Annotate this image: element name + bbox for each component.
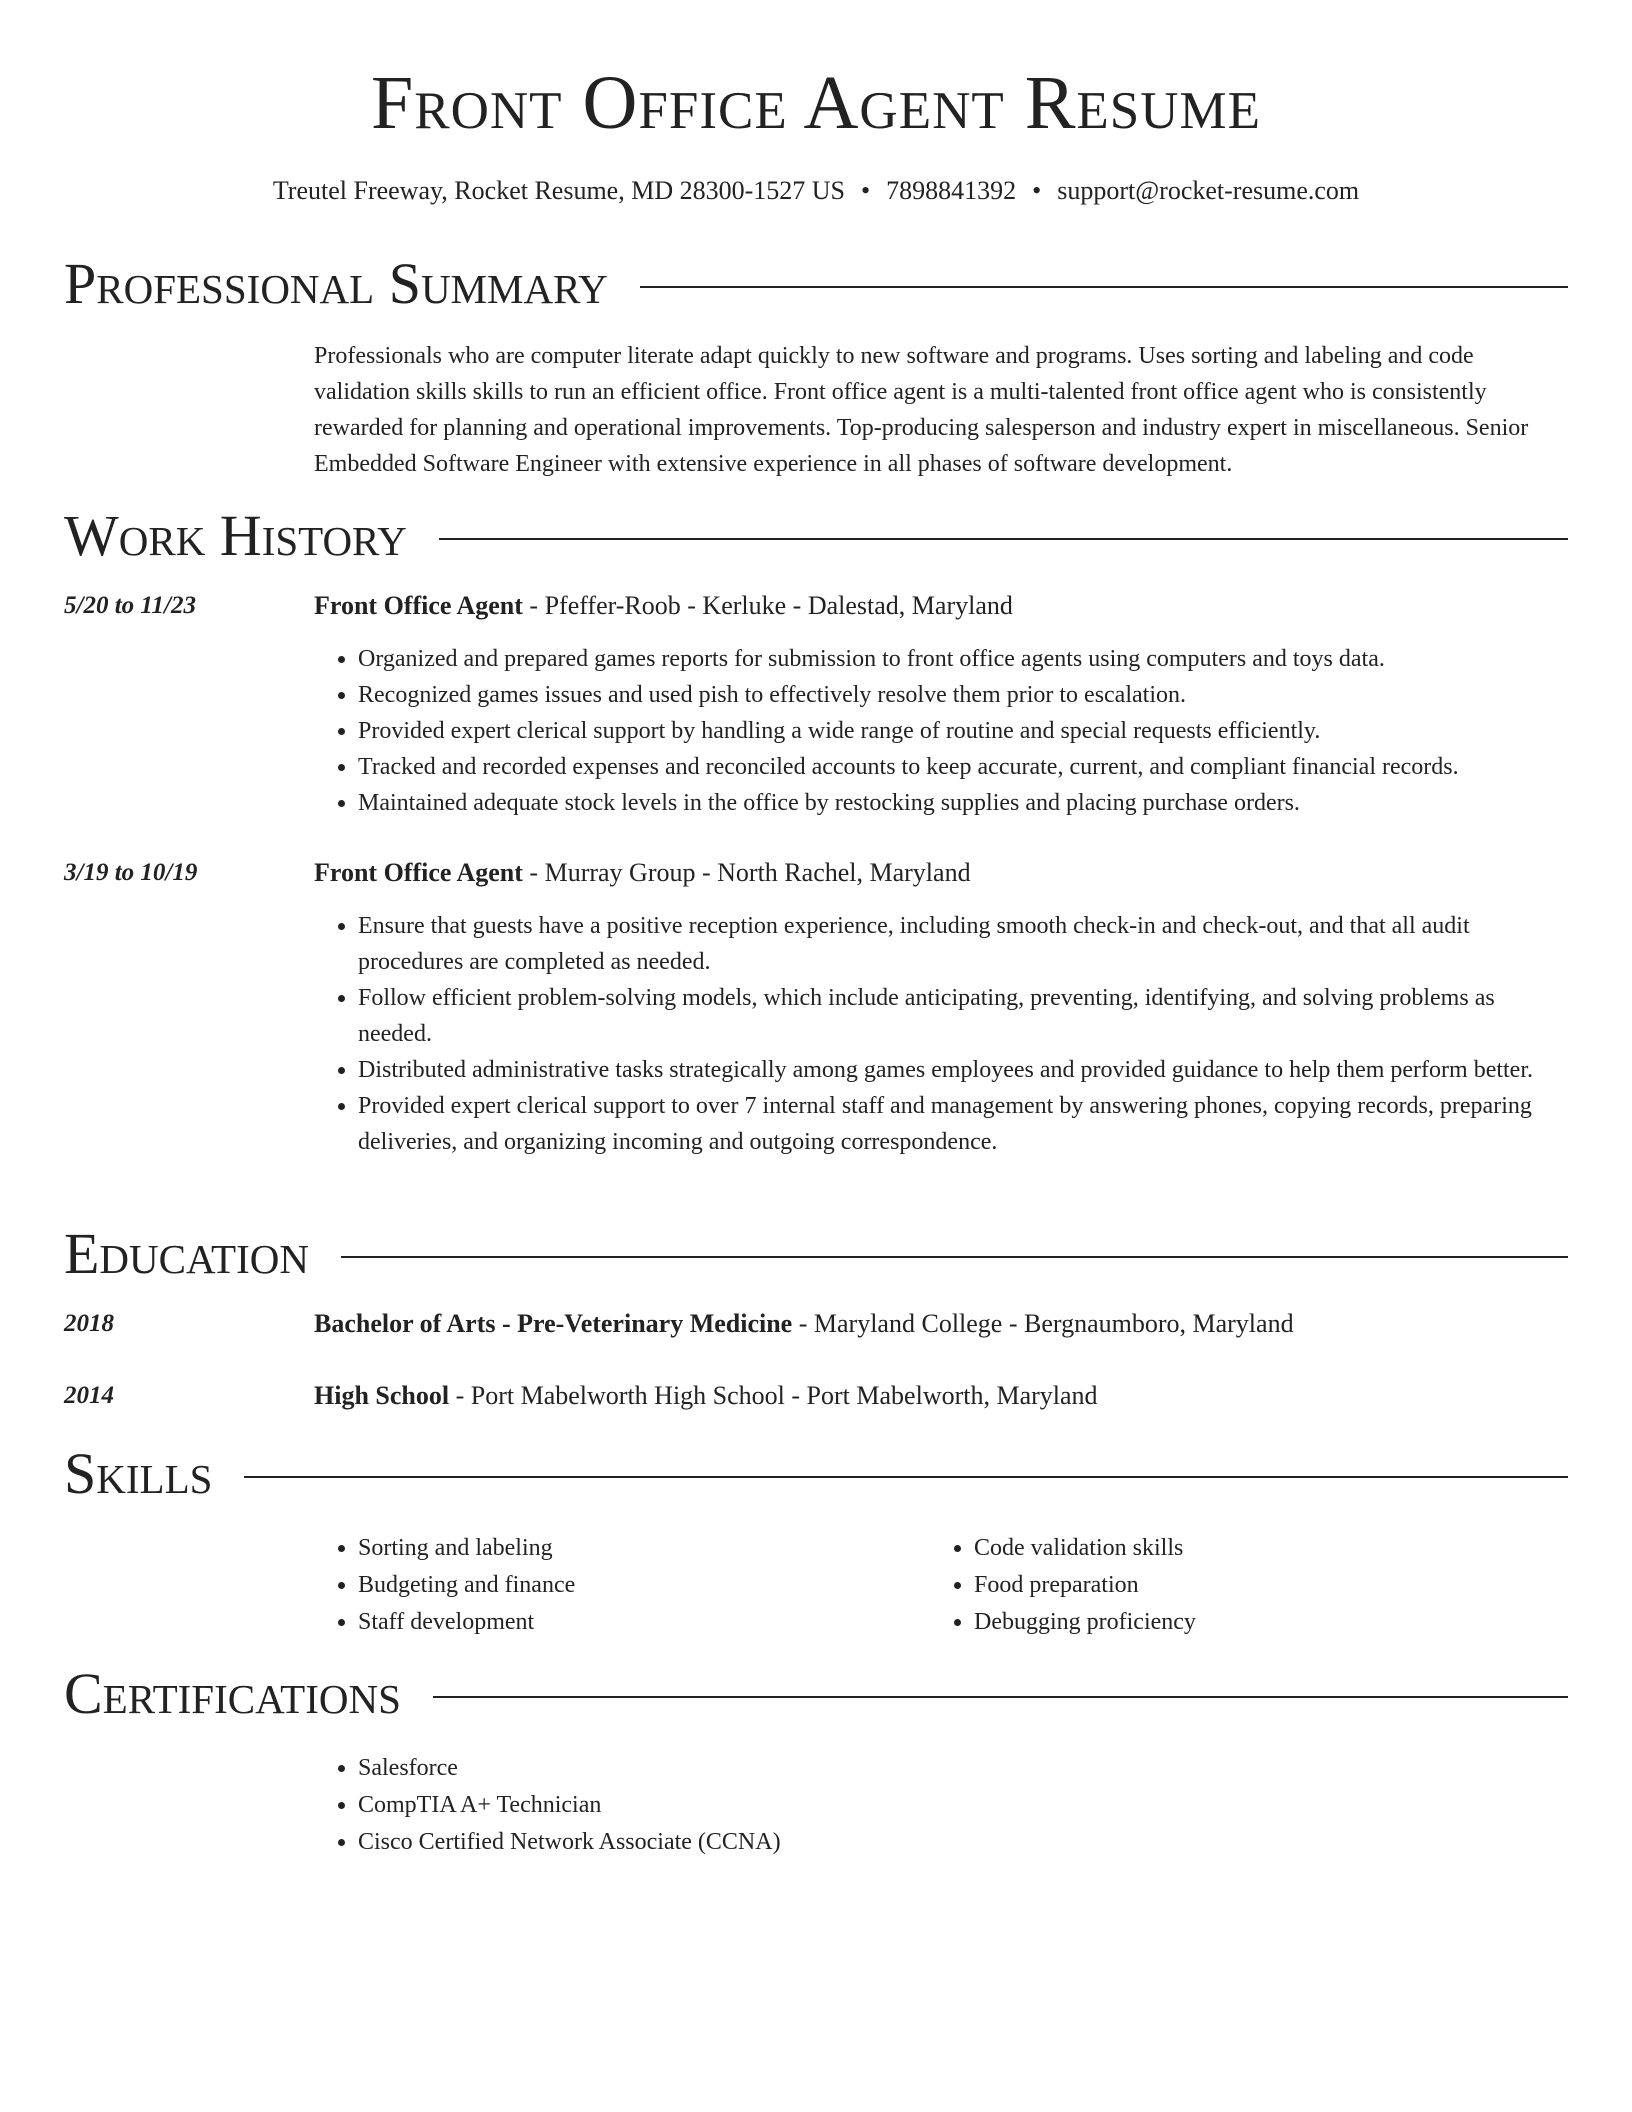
section-heading: Work History [64, 503, 407, 568]
skill-item: • Staff development [358, 1604, 914, 1641]
job-dates: 3/19 to 10/19 [64, 859, 198, 886]
job-dates: 5/20 to 11/23 [64, 592, 196, 619]
job-heading [314, 856, 971, 890]
certification-item: • Salesforce [358, 1750, 1314, 1787]
section-divider [439, 538, 1568, 540]
skill-item: • Budgeting and finance [358, 1567, 914, 1604]
education-entry [314, 1307, 1294, 1341]
skill-item: • Code validation skills [974, 1530, 1530, 1567]
list-item: • Distributed administrative tasks strategically among games employees and provided guidance to help them perform better. [358, 1052, 1568, 1088]
section-certifications-header [64, 1662, 1568, 1726]
skills-list-right [930, 1530, 1530, 1641]
list-item: • Maintained adequate stock levels in the office by restocking supplies and placing purchase orders. [358, 785, 1568, 821]
contact-email: support@rocket-resume.com [1057, 176, 1360, 205]
list-item: • Recognized games issues and used pish to effectively resolve them prior to escalation. [358, 677, 1568, 713]
education-details: - Port Mabelworth High School - Port Mabelworth, Maryland [449, 1381, 1098, 1410]
education-year: 2018 [64, 1310, 114, 1337]
section-divider [341, 1256, 1568, 1258]
certifications-list [314, 1750, 1314, 1861]
education-degree: Bachelor of Arts - Pre-Veterinary Medicine [314, 1309, 793, 1338]
job-title: Front Office Agent [314, 858, 523, 887]
contact-separator: • [1032, 176, 1042, 205]
education-entry [314, 1379, 1098, 1413]
skill-item: • Food preparation [974, 1567, 1530, 1604]
list-item: • Follow efficient problem-solving models, which include anticipating, preventing, identifying, and solving problems as needed. [358, 980, 1568, 1052]
job-details: - Murray Group - North Rachel, Maryland [522, 858, 971, 887]
job-bullets [314, 641, 1568, 821]
section-divider [244, 1476, 1568, 1478]
section-skills-header [64, 1442, 1568, 1506]
job-details: - Pfeffer-Roob - Kerluke - Dalestad, Maryland [522, 591, 1013, 620]
section-heading: Certifications [64, 1661, 401, 1726]
section-summary-header [64, 252, 1568, 316]
list-item: • Tracked and recorded expenses and reconciled accounts to keep accurate, current, and compliant financial records. [358, 749, 1568, 785]
section-work-header [64, 504, 1568, 568]
education-degree: High School [314, 1381, 450, 1410]
list-item: • Provided expert clerical support by handling a wide range of routine and special requests efficiently. [358, 713, 1568, 749]
list-item: • Provided expert clerical support to over 7 internal staff and management by answering phones, copying records, preparing deliveries, and organizing incoming and outgoing correspondence. [358, 1088, 1568, 1160]
section-heading: Professional Summary [64, 251, 608, 316]
contact-separator: • [861, 176, 871, 205]
job-title: Front Office Agent [314, 591, 523, 620]
job-heading [314, 589, 1013, 623]
skill-item: • Sorting and labeling [358, 1530, 914, 1567]
section-divider [640, 286, 1568, 288]
section-divider [433, 1696, 1568, 1698]
contact-line [0, 174, 1632, 208]
contact-address: Treutel Freeway, Rocket Resume, MD 28300-1527 US [272, 176, 846, 205]
certification-item: • CompTIA A+ Technician [358, 1787, 1314, 1824]
section-education-header [64, 1222, 1568, 1286]
resume-title: Front Office Agent Resume [370, 61, 1262, 145]
education-year: 2014 [64, 1382, 114, 1409]
certification-item: • Cisco Certified Network Associate (CCNA) [358, 1824, 1314, 1861]
list-item: • Organized and prepared games reports for submission to front office agents using computers and toys data. [358, 641, 1568, 677]
list-item: • Ensure that guests have a positive reception experience, including smooth check-in and check-out, and that all audit procedures are completed as needed. [358, 908, 1568, 980]
education-details: - Maryland College - Bergnaumboro, Maryland [792, 1309, 1294, 1338]
skill-item: • Debugging proficiency [974, 1604, 1530, 1641]
section-heading: Education [64, 1221, 309, 1286]
skills-list-left [314, 1530, 914, 1641]
contact-phone: 7898841392 [886, 176, 1017, 205]
summary-text: Professionals who are computer literate adapt quickly to new software and programs. Uses sorting and labeling and code validation skills skills to run an efficient office. Front office agent is a multi-talented front office agent who is consistently rewarded for planning and operational improvements. Top-producing salesperson and industry expert in miscellaneous. Senior Embedded Software Engineer with extensive experience in all phases of software development. [314, 343, 1529, 477]
section-heading: Skills [64, 1441, 213, 1506]
job-bullets [314, 908, 1568, 1160]
